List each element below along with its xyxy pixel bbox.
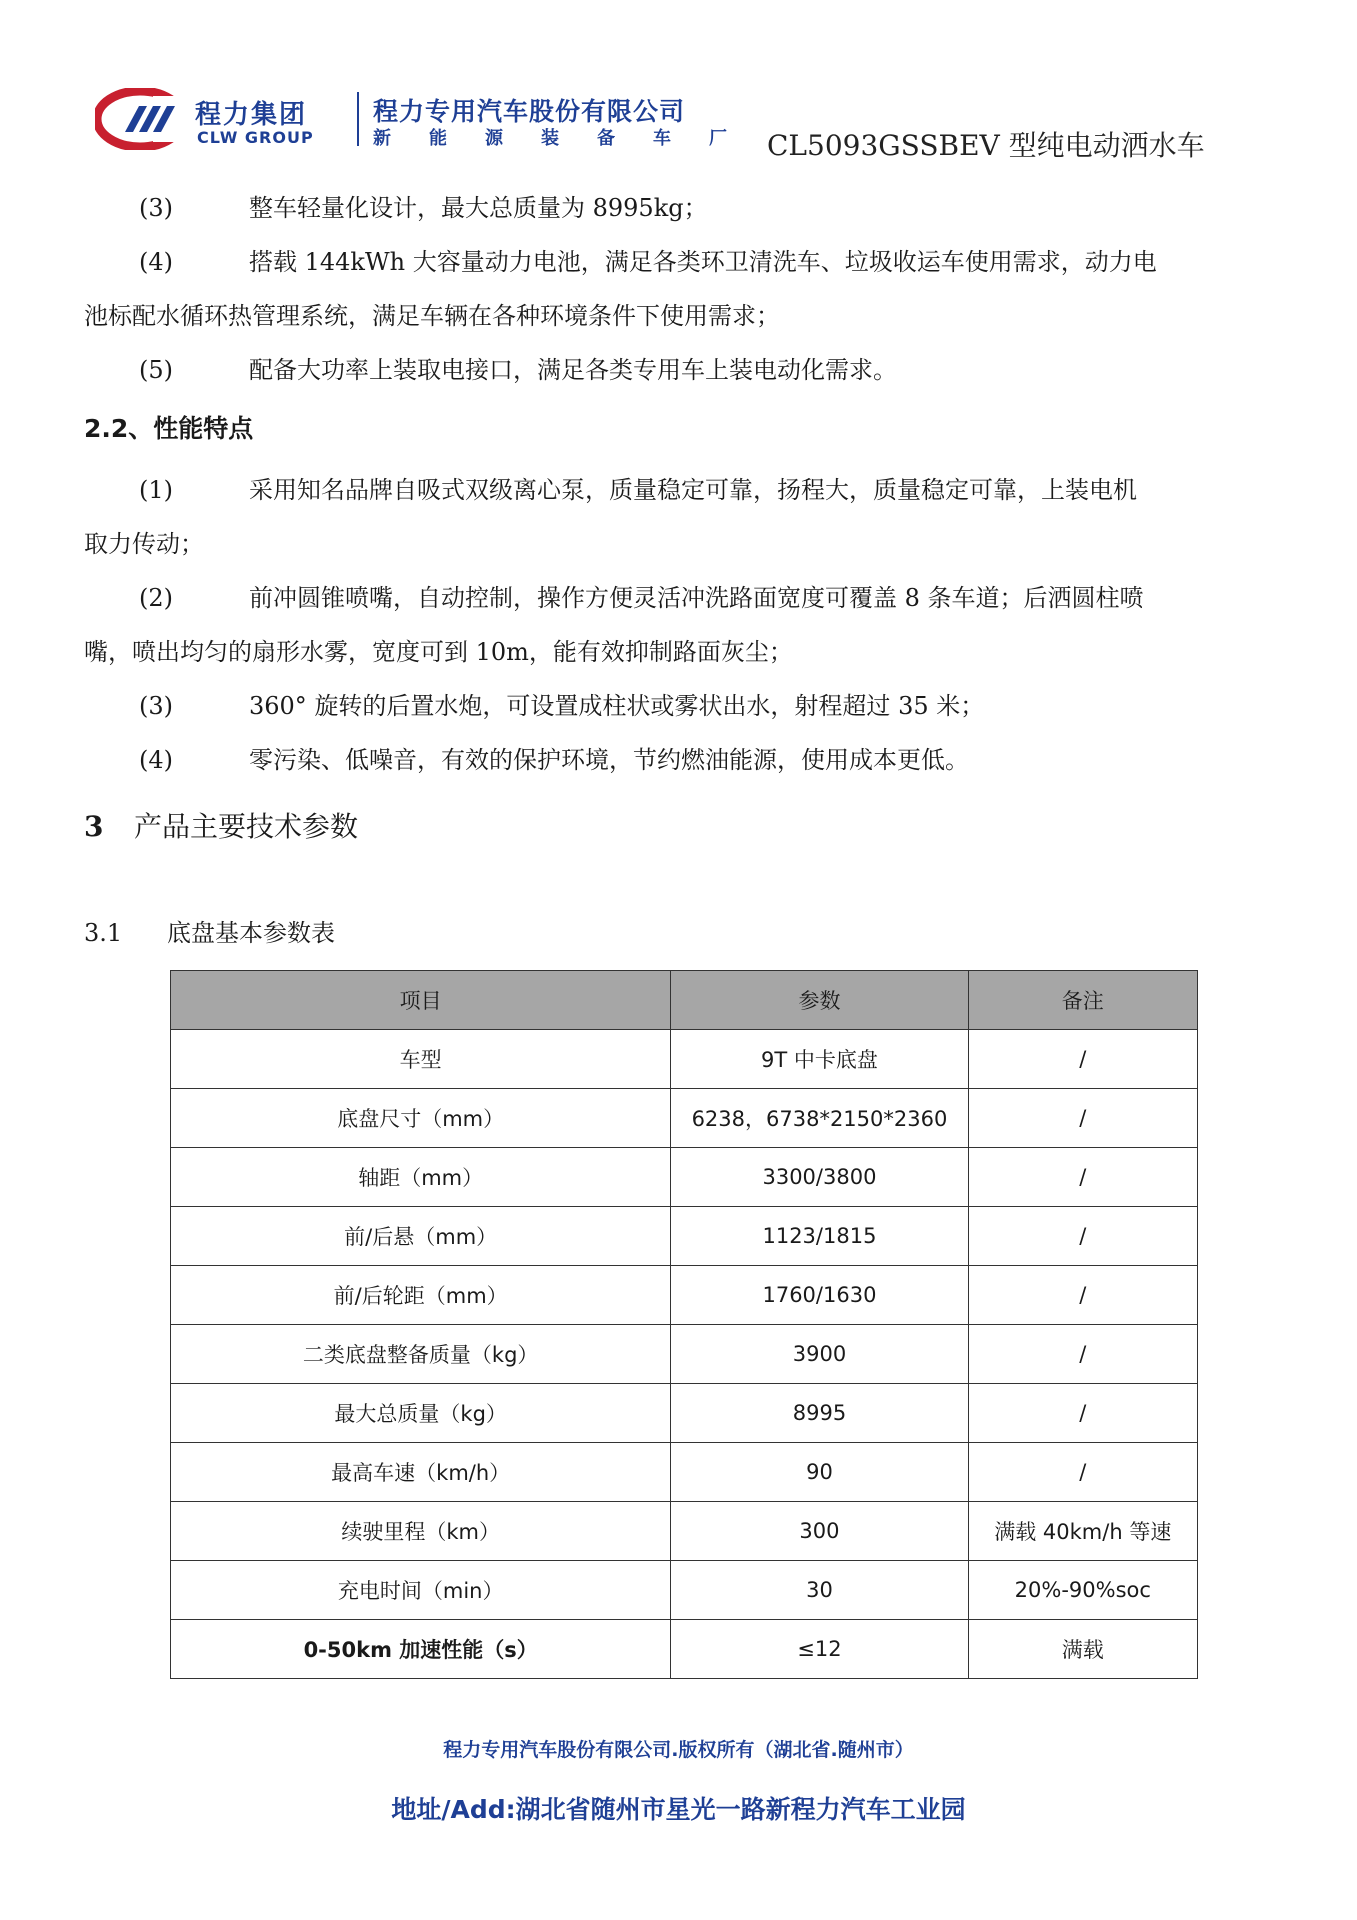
factory-char: 能 <box>429 128 447 149</box>
section-title-3 <box>84 800 1287 854</box>
table-cell: / <box>968 1384 1197 1443</box>
table-header-row <box>171 971 1198 1030</box>
table-cell: / <box>968 1325 1197 1384</box>
brand-en: CLW GROUP <box>197 128 314 147</box>
item-number: (4) <box>139 248 173 276</box>
section-title-2-2: 2.2、性能特点 <box>84 414 254 443</box>
table-cell: 300 <box>671 1502 968 1561</box>
section-number: 3.1 <box>84 919 123 947</box>
item-number: (4) <box>139 746 173 774</box>
brand-cn: 程力集团 <box>195 100 308 130</box>
list-item <box>84 679 1287 733</box>
table-row <box>171 1384 1198 1443</box>
table-row <box>171 1325 1198 1384</box>
factory-char: 装 <box>541 128 559 149</box>
table-cell: / <box>968 1030 1197 1089</box>
item-text: 零污染、低噪音，有效的保护环境，节约燃油能源，使用成本更低。 <box>249 746 969 774</box>
table-cell: / <box>968 1266 1197 1325</box>
item-number: (3) <box>139 692 173 720</box>
table-row <box>171 1148 1198 1207</box>
column-header: 参数 <box>671 971 968 1030</box>
table-row <box>171 1207 1198 1266</box>
table-row <box>171 1089 1198 1148</box>
list-item <box>84 235 1287 289</box>
table-cell: 车型 <box>171 1030 671 1089</box>
item-text: 整车轻量化设计，最大总质量为 8995kg； <box>249 194 708 222</box>
section-number: 3 <box>84 810 104 843</box>
table-cell: 9T 中卡底盘 <box>671 1030 968 1089</box>
brand-divider <box>357 92 359 146</box>
list-item-continuation: 取力传动； <box>84 530 204 558</box>
factory-char: 车 <box>653 128 671 149</box>
list-item-continuation: 池标配水循环热管理系统，满足车辆在各种环境条件下使用需求； <box>84 302 780 330</box>
table-cell: 满载 <box>968 1620 1197 1679</box>
table-cell: 前/后轮距（mm） <box>171 1266 671 1325</box>
table-row <box>171 1266 1198 1325</box>
item-text: 前冲圆锥喷嘴，自动控制，操作方便灵活冲洗路面宽度可覆盖 8 条车道；后洒圆柱喷 <box>249 584 1144 612</box>
table-cell: 二类底盘整备质量（kg） <box>171 1325 671 1384</box>
factory-name <box>373 124 727 150</box>
table-cell: 8995 <box>671 1384 968 1443</box>
table-row <box>171 1502 1198 1561</box>
table-row <box>171 1561 1198 1620</box>
performance-list <box>84 463 1287 787</box>
table-cell: 最高车速（km/h） <box>171 1443 671 1502</box>
factory-char: 新 <box>373 128 391 149</box>
item-number: (1) <box>139 476 173 504</box>
table-row <box>171 1443 1198 1502</box>
chassis-parameter-table <box>170 970 1198 1679</box>
footer-address: 地址/Add:湖北省随州市星光一路新程力汽车工业园 <box>391 1795 966 1824</box>
table-cell: / <box>968 1089 1197 1148</box>
table-cell: 20%-90%soc <box>968 1561 1197 1620</box>
list-item <box>84 463 1287 517</box>
table-cell: 1760/1630 <box>671 1266 968 1325</box>
list-item <box>84 343 1287 397</box>
list-item <box>84 571 1287 625</box>
item-text: 采用知名品牌自吸式双级离心泵，质量稳定可靠，扬程大，质量稳定可靠，上装电机 <box>249 476 1137 504</box>
table-cell: / <box>968 1443 1197 1502</box>
table-cell: / <box>968 1148 1197 1207</box>
table-cell: 充电时间（min） <box>171 1561 671 1620</box>
table-cell: 30 <box>671 1561 968 1620</box>
table-cell: 最大总质量（kg） <box>171 1384 671 1443</box>
table-cell: 0-50km 加速性能（s） <box>171 1620 671 1679</box>
section-title-3-1 <box>84 906 1287 960</box>
footer-copyright: 程力专用汽车股份有限公司.版权所有（湖北省.随州市） <box>443 1739 914 1761</box>
section-text: 底盘基本参数表 <box>167 919 335 947</box>
company-name: 程力专用汽车股份有限公司 <box>373 97 686 126</box>
document-title: CL5093GSSBEV 型纯电动洒水车 <box>767 129 1205 162</box>
list-item <box>84 181 1287 235</box>
table-row <box>171 1030 1198 1089</box>
column-header: 备注 <box>968 971 1197 1030</box>
table-cell: ≤12 <box>671 1620 968 1679</box>
item-text: 360° 旋转的后置水炮，可设置成柱状或雾状出水，射程超过 35 米； <box>249 692 985 720</box>
features-list <box>84 181 1287 397</box>
factory-char: 厂 <box>709 128 727 149</box>
section-text: 产品主要技术参数 <box>134 810 359 843</box>
table-cell: 续驶里程（km） <box>171 1502 671 1561</box>
item-number: (5) <box>139 356 173 384</box>
item-text: 搭载 144kWh 大容量动力电池，满足各类环卫清洗车、垃圾收运车使用需求，动力电 <box>249 248 1157 276</box>
table-cell: 前/后悬（mm） <box>171 1207 671 1266</box>
clw-logo-icon <box>95 88 185 150</box>
table-cell: 1123/1815 <box>671 1207 968 1266</box>
factory-char: 源 <box>485 128 503 149</box>
table-cell: 90 <box>671 1443 968 1502</box>
list-item <box>84 733 1287 787</box>
item-number: (3) <box>139 194 173 222</box>
item-text: 配备大功率上装取电接口，满足各类专用车上装电动化需求。 <box>249 356 897 384</box>
table-cell: 3300/3800 <box>671 1148 968 1207</box>
table-row <box>171 1620 1198 1679</box>
table-cell: 3900 <box>671 1325 968 1384</box>
column-header: 项目 <box>171 971 671 1030</box>
list-item-continuation: 嘴，喷出均匀的扇形水雾，宽度可到 10m，能有效抑制路面灰尘； <box>84 638 793 666</box>
table-cell: 底盘尺寸（mm） <box>171 1089 671 1148</box>
table-cell: 满载 40km/h 等速 <box>968 1502 1197 1561</box>
table-cell: 轴距（mm） <box>171 1148 671 1207</box>
factory-char: 备 <box>597 128 615 149</box>
item-number: (2) <box>139 584 173 612</box>
page-header <box>95 88 1265 168</box>
table-cell: 6238，6738*2150*2360 <box>671 1089 968 1148</box>
table-cell: / <box>968 1207 1197 1266</box>
